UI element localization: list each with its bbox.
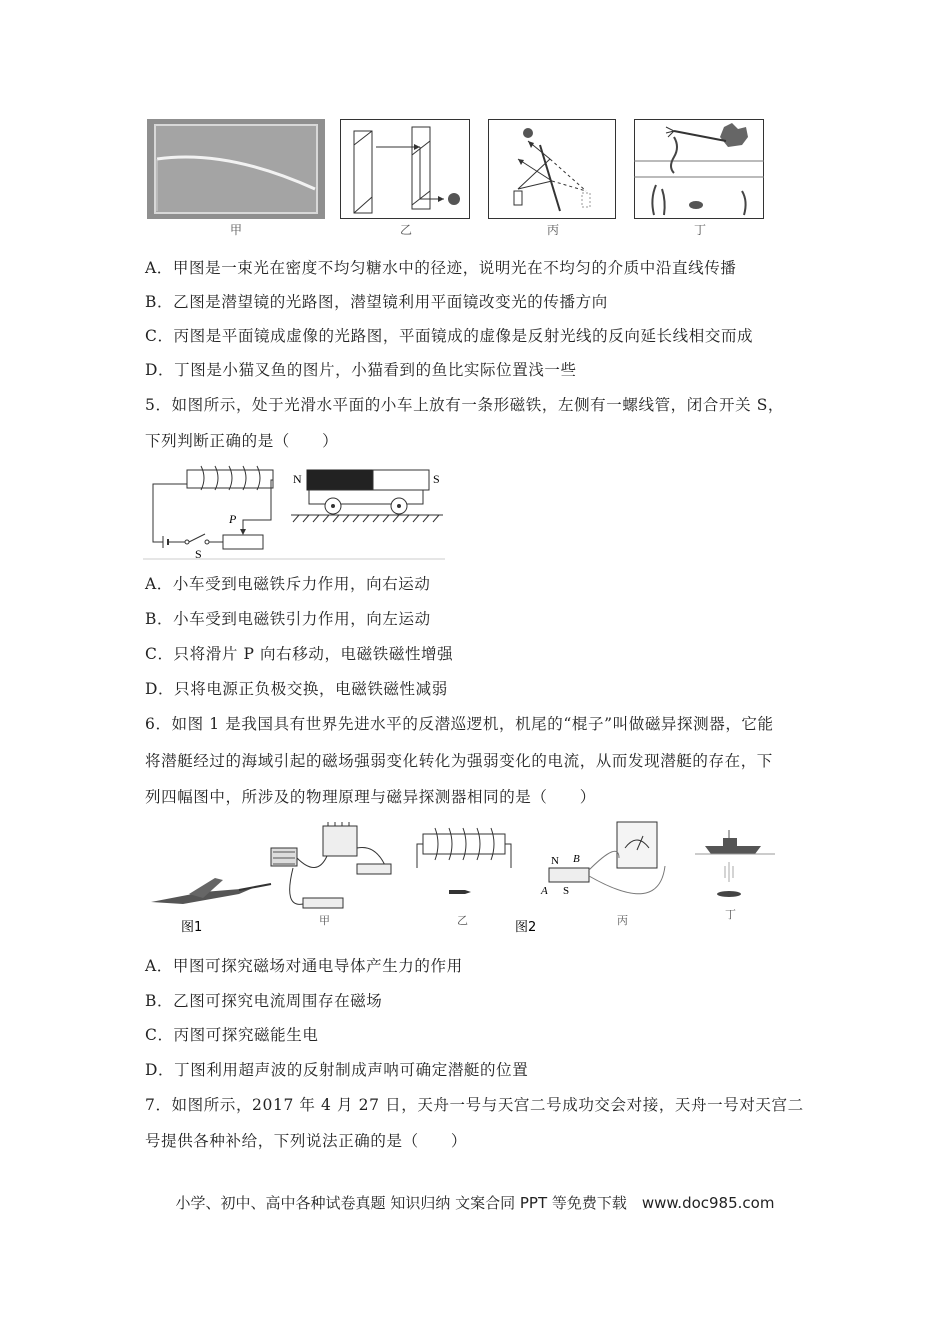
q5-stem-line1: 5．如图所示，处于光滑水平面的小车上放有一条形磁铁，左侧有一螺线管，闭合开关 S， bbox=[145, 396, 785, 414]
q6-label-n: N bbox=[551, 855, 559, 867]
q4-label-bing: 丙 bbox=[547, 223, 560, 237]
q6-label-s: S bbox=[563, 885, 570, 897]
q5-label-switch: S bbox=[195, 547, 202, 560]
q4-figure-jia bbox=[147, 119, 325, 219]
q4-figure-yi bbox=[340, 119, 470, 219]
q6-option-b: B．乙图可探究电流周围存在磁场 bbox=[145, 992, 383, 1010]
q6-option-d: D．丁图利用超声波的反射制成声呐可确定潜艇的位置 bbox=[145, 1061, 529, 1079]
q6-label-a: A bbox=[541, 885, 548, 897]
q5-label-n-pole: N bbox=[293, 472, 302, 486]
q4-option-d: D．丁图是小猫叉鱼的图片，小猫看到的鱼比实际位置浅一些 bbox=[145, 361, 577, 379]
q7-stem-line1: 7．如图所示，2017 年 4 月 27 日，天舟一号与天宫二号成功交会对接，天舟一号对天宫二 bbox=[145, 1096, 804, 1114]
q7-stem-line2: 号提供各种补给，下列说法正确的是（ ） bbox=[145, 1132, 468, 1150]
q4-figure-bing bbox=[488, 119, 616, 219]
page-footer: 小学、初中、高中各种试卷真题 知识归纳 文案合同 PPT 等免费下载 www.doc985.com bbox=[175, 1194, 775, 1212]
q6-label-b: B bbox=[573, 853, 580, 865]
q4-label-yi: 乙 bbox=[400, 223, 413, 237]
q6-label-fig1: 图1 bbox=[181, 920, 203, 935]
q6-stem-line2: 将潜艇经过的海域引起的磁场强弱变化转化为强弱变化的电流，从而发现潜艇的存在，下 bbox=[145, 752, 773, 770]
q6-label-jia: 甲 bbox=[319, 914, 330, 927]
q5-label-s-pole: S bbox=[433, 472, 440, 486]
q5-stem-line2: 下列判断正确的是（ ） bbox=[145, 432, 339, 450]
q5-option-d: D．只将电源正负极交换，电磁铁磁性减弱 bbox=[145, 680, 448, 698]
q5-label-p: P bbox=[229, 512, 237, 526]
q6-figure bbox=[143, 818, 783, 936]
q6-label-bing: 丙 bbox=[617, 914, 628, 927]
q4-label-ding: 丁 bbox=[694, 223, 707, 237]
q4-figure-ding bbox=[634, 119, 764, 219]
q6-stem-line1: 6．如图 1 是我国具有世界先进水平的反潜巡逻机，机尾的“棍子”叫做磁异探测器，它能 bbox=[145, 715, 774, 733]
q5-option-c: C．只将滑片 P 向右移动，电磁铁磁性增强 bbox=[145, 645, 454, 663]
q6-option-a: A．甲图可探究磁场对通电导体产生力的作用 bbox=[145, 957, 463, 975]
q6-label-yi: 乙 bbox=[457, 914, 468, 927]
q4-option-c: C．丙图是平面镜成虚像的光路图，平面镜成的虚像是反射光线的反向延长线相交而成 bbox=[145, 327, 754, 345]
q4-option-b: B．乙图是潜望镜的光路图，潜望镜利用平面镜改变光的传播方向 bbox=[145, 293, 608, 311]
q5-figure bbox=[143, 460, 445, 560]
q4-option-a: A．甲图是一束光在密度不均匀糖水中的径迹，说明光在不均匀的介质中沿直线传播 bbox=[145, 259, 737, 277]
q5-option-a: A．小车受到电磁铁斥力作用，向右运动 bbox=[145, 575, 431, 593]
q6-label-ding: 丁 bbox=[725, 908, 736, 921]
q6-stem-line3: 列四幅图中，所涉及的物理原理与磁异探测器相同的是（ ） bbox=[145, 788, 596, 806]
q5-option-b: B．小车受到电磁铁引力作用，向左运动 bbox=[145, 610, 431, 628]
q6-option-c: C．丙图可探究磁能生电 bbox=[145, 1026, 319, 1044]
q6-label-fig2: 图2 bbox=[515, 920, 537, 935]
q4-label-jia: 甲 bbox=[230, 223, 243, 237]
